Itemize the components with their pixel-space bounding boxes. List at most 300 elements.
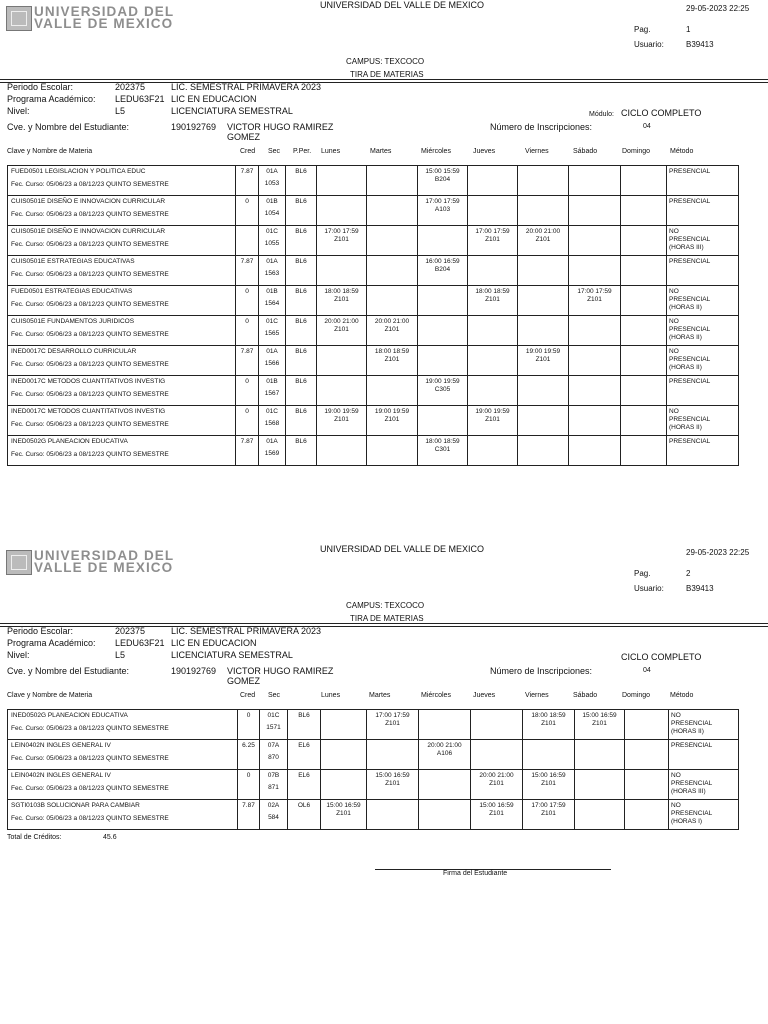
class-time: 19:00 19:59 <box>374 408 410 415</box>
schedule-miercoles <box>418 376 468 406</box>
method-cell <box>667 226 739 256</box>
schedule-miercoles <box>419 740 471 770</box>
classroom: Z101 <box>535 236 551 243</box>
divider <box>0 623 768 624</box>
class-time <box>468 316 517 318</box>
periodo-name: LIC. SEMESTRAL PRIMAVERA 2023 <box>171 82 322 92</box>
report-subtitle: TIRA DE MATERIAS <box>350 614 424 623</box>
period-value: BL6 <box>295 168 307 175</box>
class-time <box>317 436 366 438</box>
class-time: 16:00 16:59 <box>425 258 460 265</box>
course-dates: Fec. Curso: 05/06/23 a 08/12/23 QUINTO SEMESTRE <box>11 271 169 278</box>
table-row <box>8 770 739 800</box>
class-time <box>621 376 666 378</box>
classroom: B204 <box>434 266 451 273</box>
schedule-viernes <box>518 286 569 316</box>
schedule-jueves <box>468 226 518 256</box>
schedule-martes <box>367 346 418 376</box>
user-label: Usuario: <box>634 40 664 49</box>
schedule-domingo <box>621 346 667 376</box>
schedule-domingo <box>621 376 667 406</box>
period-cell <box>286 436 317 466</box>
col-header-martes: Martes <box>369 692 391 699</box>
schedule-martes <box>367 226 418 256</box>
schedule-jueves <box>471 710 523 740</box>
course-dates: Fec. Curso: 05/06/23 a 08/12/23 QUINTO SEMESTRE <box>11 815 169 822</box>
group-code: 01C <box>266 408 278 415</box>
credits-cell <box>236 376 259 406</box>
schedule-jueves <box>468 346 518 376</box>
schedule-viernes <box>518 256 569 286</box>
section-number: 1569 <box>264 450 280 457</box>
classroom: Z101 <box>489 780 504 787</box>
class-time <box>569 436 620 438</box>
credits-cell <box>236 256 259 286</box>
schedule-jueves <box>468 166 518 196</box>
periodo-label: Periodo Escolar: <box>7 626 74 636</box>
course-dates: Fec. Curso: 05/06/23 a 08/12/23 QUINTO SEMESTRE <box>11 391 169 398</box>
schedule-miercoles <box>419 770 471 800</box>
class-time: 17:00 17:59 <box>531 802 566 809</box>
schedule-sabado <box>575 710 625 740</box>
class-time: 15:00 16:59 <box>531 772 566 779</box>
period-cell <box>286 196 317 226</box>
credits-cell <box>236 196 259 226</box>
section-number: 1054 <box>264 210 280 217</box>
method-cell <box>667 166 739 196</box>
subject-name: FUED0501 LEGISLACION Y POLITICA EDUC <box>11 168 146 175</box>
programa-code: LEDU63F21 <box>115 94 165 104</box>
section-cell <box>259 406 286 436</box>
schedule-lunes <box>317 196 367 226</box>
class-time <box>468 256 517 258</box>
class-time: 17:00 17:59 <box>375 712 410 719</box>
group-code: 01C <box>266 318 278 325</box>
group-code: 01A <box>266 258 278 265</box>
nivel-code: L5 <box>115 106 126 116</box>
schedule-lunes <box>317 406 367 436</box>
section-cell <box>259 316 286 346</box>
period-cell <box>288 770 321 800</box>
periodo-code: 202375 <box>115 626 146 636</box>
student-label: Cve. y Nombre del Estudiante: <box>7 122 130 132</box>
period-value: BL6 <box>295 408 307 415</box>
section-cell <box>259 346 286 376</box>
credits-value: 6.25 <box>242 742 255 749</box>
class-time: 17:00 17:59 <box>475 228 510 235</box>
col-header-jueves: Jueves <box>473 148 496 155</box>
classroom: C301 <box>434 446 451 453</box>
classroom: Z101 <box>336 810 351 817</box>
schedule-lunes <box>321 800 367 830</box>
class-time <box>575 800 624 802</box>
class-time <box>419 770 470 772</box>
class-time <box>569 226 620 228</box>
table-row <box>8 406 739 436</box>
col-header-miercoles: Miércoles <box>421 692 451 699</box>
class-time <box>518 256 568 258</box>
section-cell <box>260 800 288 830</box>
subject-name: INED0017C METODOS CUANTITATIVOS INVESTIG <box>11 408 166 415</box>
class-time <box>317 196 366 198</box>
schedule-miercoles <box>418 256 468 286</box>
section-cell <box>259 166 286 196</box>
classroom: A103 <box>434 206 451 213</box>
logo-line-2: VALLE DE MEXICO <box>34 16 174 31</box>
class-time <box>468 436 517 438</box>
class-time: 20:00 21:00 <box>525 228 561 235</box>
subjects-table <box>7 165 739 466</box>
table-row <box>8 346 739 376</box>
schedule-viernes <box>518 406 569 436</box>
table-row <box>8 316 739 346</box>
classroom: Z101 <box>489 810 504 817</box>
class-time: 15:00 15:59 <box>425 168 460 175</box>
credits-value: 7.87 <box>240 438 254 445</box>
period-cell <box>286 406 317 436</box>
method-cell <box>669 800 739 830</box>
subject-name: CUIS0501E FUNDAMENTOS JURIDICOS <box>11 318 135 325</box>
class-time: 19:00 19:59 <box>475 408 510 415</box>
method-line: (HORAS II) <box>669 424 702 431</box>
method-line: PRESENCIAL <box>671 720 713 727</box>
class-time: 19:00 19:59 <box>324 408 359 415</box>
student-label: Cve. y Nombre del Estudiante: <box>7 666 130 676</box>
period-value: BL6 <box>295 378 307 385</box>
course-dates: Fec. Curso: 05/06/23 a 08/12/23 QUINTO SEMESTRE <box>11 181 169 188</box>
class-time <box>518 166 568 168</box>
table-row <box>8 436 739 466</box>
schedule-miercoles <box>418 226 468 256</box>
class-time: 15:00 16:59 <box>479 802 514 809</box>
credits-cell <box>236 166 259 196</box>
campus: CAMPUS: TEXCOCO <box>346 601 425 610</box>
subject-cell <box>8 406 236 436</box>
schedule-viernes <box>523 710 575 740</box>
schedule-martes <box>367 196 418 226</box>
method-cell <box>667 256 739 286</box>
credits-value <box>236 226 258 228</box>
subject-cell <box>8 256 236 286</box>
credits-cell <box>236 226 259 256</box>
method-line: NO <box>669 228 679 235</box>
section-cell <box>259 256 286 286</box>
class-time <box>367 376 417 378</box>
student-id: 190192769 <box>171 122 217 132</box>
schedule-sabado <box>569 376 621 406</box>
user-id: B39413 <box>686 584 714 593</box>
class-time <box>621 166 666 168</box>
student-name: VICTOR HUGO RAMIREZ <box>227 666 334 676</box>
student-surname: GOMEZ <box>227 676 260 686</box>
schedule-lunes <box>317 376 367 406</box>
class-time <box>621 406 666 408</box>
class-time <box>625 800 668 802</box>
schedule-lunes <box>317 346 367 376</box>
method-line: PRESENCIAL <box>669 356 711 363</box>
section-number: 1567 <box>264 390 280 397</box>
schedule-sabado <box>575 740 625 770</box>
schedule-lunes <box>317 436 367 466</box>
credits-cell <box>236 406 259 436</box>
schedule-viernes <box>518 346 569 376</box>
classroom: Z101 <box>485 296 500 303</box>
class-time: 18:00 18:59 <box>425 438 460 445</box>
group-code: 01A <box>266 438 278 445</box>
modulo-label: Módulo: <box>589 111 614 118</box>
col-header-sec: Sec <box>268 148 281 155</box>
modulo-value: CICLO COMPLETO <box>621 108 702 118</box>
class-time: 20:00 21:00 <box>479 772 514 779</box>
schedule-viernes <box>518 436 569 466</box>
credits-value: 7.87 <box>240 258 254 265</box>
schedule-domingo <box>621 286 667 316</box>
class-time <box>419 710 470 712</box>
subject-name: INED0017C DESARROLLO CURRICULAR <box>11 348 137 355</box>
schedule-domingo <box>625 800 669 830</box>
campus: CAMPUS: TEXCOCO <box>346 57 425 66</box>
schedule-miercoles <box>418 346 468 376</box>
report-title: UNIVERSIDAD DEL VALLE DE MEXICO <box>320 544 485 554</box>
class-time <box>518 406 568 408</box>
col-header-metodo: Método <box>670 692 694 699</box>
class-time <box>569 196 620 198</box>
period-value: BL6 <box>295 228 307 235</box>
programa-code: LEDU63F21 <box>115 638 165 648</box>
class-time <box>569 406 620 408</box>
schedule-lunes <box>317 166 367 196</box>
course-dates: Fec. Curso: 05/06/23 a 08/12/23 QUINTO SEMESTRE <box>11 755 169 762</box>
method-line: PRESENCIAL <box>669 258 711 265</box>
class-time: 19:00 19:59 <box>425 378 460 385</box>
schedule-jueves <box>471 800 523 830</box>
schedule-jueves <box>468 286 518 316</box>
group-code: 01A <box>266 348 278 355</box>
col-header-sabado: Sábado <box>573 692 598 699</box>
class-time: 15:00 16:59 <box>375 772 410 779</box>
course-dates: Fec. Curso: 05/06/23 a 08/12/23 QUINTO SEMESTRE <box>11 301 169 308</box>
credits-cell <box>238 800 260 830</box>
subject-cell <box>8 316 236 346</box>
schedule-viernes <box>518 166 569 196</box>
classroom: Z101 <box>334 326 349 333</box>
method-line: NO <box>669 288 679 295</box>
class-time <box>518 436 568 438</box>
student-surname: GOMEZ <box>227 132 260 142</box>
col-header-materia: Clave y Nombre de Materia <box>7 148 93 155</box>
subject-cell <box>8 710 238 740</box>
schedule-lunes <box>317 226 367 256</box>
subject-name: INED0017C METODOS CUANTITATIVOS INVESTIG <box>11 378 166 385</box>
method-line: PRESENCIAL <box>669 416 711 423</box>
credits-value: 7.87 <box>242 802 255 809</box>
class-time <box>621 436 666 438</box>
course-dates: Fec. Curso: 05/06/23 a 08/12/23 QUINTO SEMESTRE <box>11 331 169 338</box>
schedule-sabado <box>569 196 621 226</box>
class-time <box>321 770 366 772</box>
col-header-metodo: Método <box>670 148 694 155</box>
class-time: 20:00 21:00 <box>324 318 359 325</box>
class-time: 15:00 16:59 <box>326 802 361 809</box>
logo-line-1: UNIVERSIDAD DEL <box>34 4 175 19</box>
schedule-miercoles <box>418 406 468 436</box>
section-cell <box>259 196 286 226</box>
class-time <box>317 166 366 168</box>
period-value: BL6 <box>295 318 307 325</box>
course-dates: Fec. Curso: 05/06/23 a 08/12/23 QUINTO SEMESTRE <box>11 421 169 428</box>
class-time: 18:00 18:59 <box>475 288 510 295</box>
inscripciones-label: Número de Inscripciones: <box>490 122 593 132</box>
subject-cell <box>8 436 236 466</box>
section-cell <box>260 740 288 770</box>
schedule-jueves <box>468 196 518 226</box>
schedule-viernes <box>523 740 575 770</box>
table-row <box>8 800 739 830</box>
section-number: 1563 <box>264 270 280 277</box>
periodo-code: 202375 <box>115 82 146 92</box>
group-code: 02A <box>267 802 280 809</box>
schedule-sabado <box>569 256 621 286</box>
table-row <box>8 166 739 196</box>
schedule-viernes <box>518 196 569 226</box>
col-header-jueves: Jueves <box>473 692 496 699</box>
method-line: NO <box>669 408 679 415</box>
classroom: Z101 <box>384 326 400 333</box>
logo-line-1: UNIVERSIDAD DEL <box>34 548 175 563</box>
class-time <box>621 346 666 348</box>
schedule-jueves <box>468 316 518 346</box>
group-code: 01A <box>266 168 278 175</box>
subject-name: CUIS0501E DISEÑO E INNOVACION CURRICULAR <box>11 198 166 205</box>
section-number: 1566 <box>264 360 280 367</box>
class-time <box>471 740 522 742</box>
schedule-lunes <box>317 256 367 286</box>
col-header-cred: Cred <box>240 148 256 155</box>
schedule-miercoles <box>419 710 471 740</box>
credits-value: 0 <box>246 772 251 779</box>
schedule-martes <box>367 710 419 740</box>
table-row <box>8 226 739 256</box>
period-cell <box>286 346 317 376</box>
period-cell <box>286 316 317 346</box>
method-line: NO <box>669 318 679 325</box>
schedule-viernes <box>518 316 569 346</box>
class-time: 17:00 17:59 <box>577 288 612 295</box>
class-time <box>575 770 624 772</box>
schedule-miercoles <box>418 286 468 316</box>
total-creditos-label: Total de Créditos: <box>7 834 62 841</box>
schedule-miercoles <box>418 316 468 346</box>
period-cell <box>286 286 317 316</box>
class-time <box>569 376 620 378</box>
schedule-miercoles <box>419 800 471 830</box>
credits-cell <box>238 770 260 800</box>
credits-value: 0 <box>245 378 249 385</box>
subject-cell <box>8 166 236 196</box>
subject-name: CUIS0501E ESTRATEGIAS EDUCATIVAS <box>11 258 135 265</box>
divider <box>0 79 768 80</box>
method-line: PRESENCIAL <box>671 780 713 787</box>
class-time <box>418 316 467 318</box>
schedule-martes <box>367 740 419 770</box>
classroom: Z101 <box>541 780 556 787</box>
col-header-viernes: Viernes <box>525 692 549 699</box>
classroom: A106 <box>436 750 453 757</box>
schedule-lunes <box>317 286 367 316</box>
schedule-martes <box>367 256 418 286</box>
table-row <box>8 710 739 740</box>
schedule-miercoles <box>418 166 468 196</box>
method-line: PRESENCIAL <box>671 810 713 817</box>
method-line: PRESENCIAL <box>669 236 711 243</box>
method-line: PRESENCIAL <box>669 438 711 445</box>
subject-cell <box>8 346 236 376</box>
report-title: UNIVERSIDAD DEL VALLE DE MEXICO <box>320 0 485 10</box>
schedule-domingo <box>625 710 669 740</box>
nivel-label: Nivel: <box>7 650 30 660</box>
period-cell <box>286 166 317 196</box>
group-code: 07A <box>267 742 280 749</box>
class-time: 20:00 21:00 <box>427 742 462 749</box>
report-subtitle: TIRA DE MATERIAS <box>350 70 424 79</box>
subject-cell <box>8 800 238 830</box>
class-time <box>317 256 366 258</box>
total-creditos-value: 45.6 <box>103 834 117 841</box>
section-cell <box>260 770 288 800</box>
print-datetime: 29-05-2023 22:25 <box>686 4 750 13</box>
schedule-lunes <box>317 316 367 346</box>
period-value: BL6 <box>295 198 307 205</box>
section-number: 871 <box>268 784 279 791</box>
classroom: Z101 <box>485 416 500 423</box>
class-time <box>367 226 417 228</box>
logo-line-2: VALLE DE MEXICO <box>34 560 174 575</box>
credits-value: 0 <box>245 318 249 325</box>
table-row <box>8 740 739 770</box>
periodo-name: LIC. SEMESTRAL PRIMAVERA 2023 <box>171 626 322 636</box>
method-line: PRESENCIAL <box>669 168 711 175</box>
period-cell <box>288 800 321 830</box>
user-label: Usuario: <box>634 584 664 593</box>
class-time <box>367 740 418 742</box>
classroom: Z101 <box>384 356 400 363</box>
credits-value: 7.87 <box>240 348 254 355</box>
classroom: Z101 <box>535 356 551 363</box>
schedule-sabado <box>569 406 621 436</box>
student-id: 190192769 <box>171 666 217 676</box>
nivel-name: LICENCIATURA SEMESTRAL <box>171 650 293 660</box>
class-time <box>625 740 668 742</box>
col-header-pper: P.Per. <box>293 148 312 155</box>
schedule-sabado <box>575 800 625 830</box>
classroom: Z101 <box>334 296 349 303</box>
schedule-sabado <box>569 436 621 466</box>
classroom: Z101 <box>587 296 602 303</box>
method-line: PRESENCIAL <box>669 198 711 205</box>
period-value: OL6 <box>297 802 311 809</box>
programa-name: LIC EN EDUCACION <box>171 94 257 104</box>
method-line: (HORAS II) <box>669 334 702 341</box>
nivel-label: Nivel: <box>7 106 30 116</box>
method-cell <box>667 346 739 376</box>
class-time <box>367 256 417 258</box>
section-cell <box>259 376 286 406</box>
schedule-sabado <box>569 286 621 316</box>
class-time <box>321 740 366 742</box>
class-time <box>625 770 668 772</box>
course-dates: Fec. Curso: 05/06/23 a 08/12/23 QUINTO SEMESTRE <box>11 451 169 458</box>
method-line: NO <box>671 712 681 719</box>
